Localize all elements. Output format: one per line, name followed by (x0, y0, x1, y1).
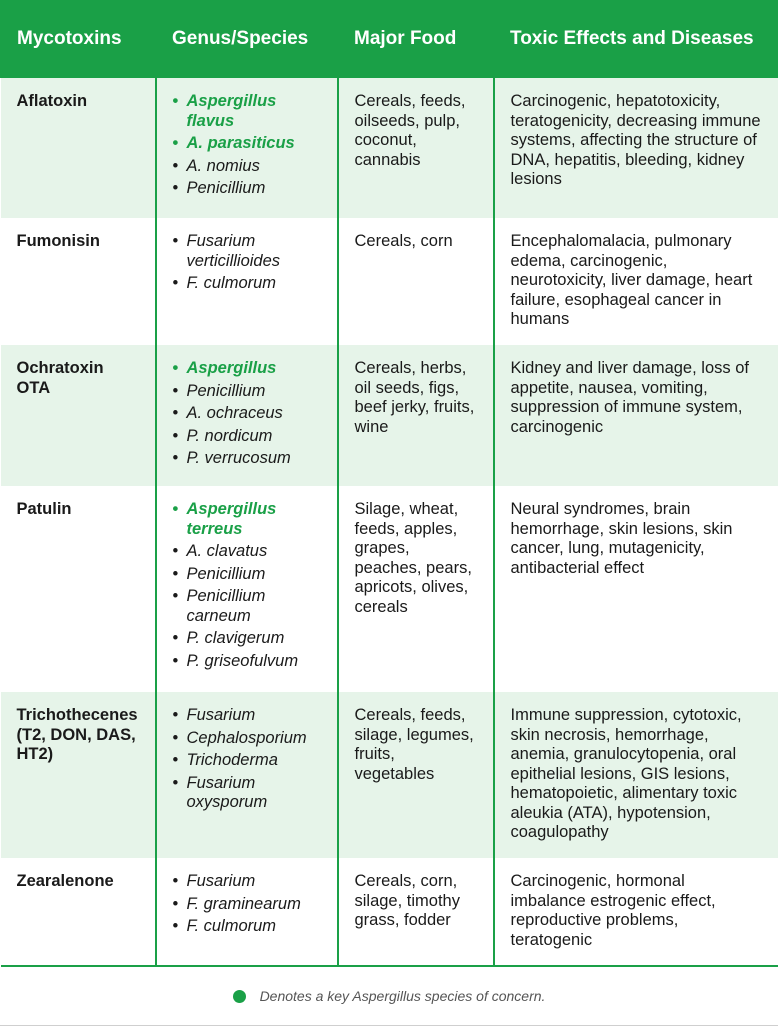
table-row (1, 345, 778, 486)
species-item: • Penicillium carneum (173, 587, 321, 626)
mycotoxin-cell: Ochratoxin OTA (1, 345, 156, 486)
toxic-effects-cell: Carcinogenic, hepatotoxicity, teratogenicity, decreasing immune systems, affecting the structure of DNA, hepatitis, bleeding, kidney lesions (494, 78, 778, 218)
header-mycotoxins: Mycotoxins (1, 0, 156, 78)
mycotoxin-cell: Aflatoxin (1, 78, 156, 218)
species-item: • F. graminearum (173, 895, 321, 915)
table-row (1, 486, 778, 692)
key-dot-icon (233, 990, 246, 1003)
header-genus-species: Genus/Species (156, 0, 338, 78)
table-row (1, 858, 778, 966)
key-species-item: • Aspergillus (173, 359, 321, 379)
major-food-cell: Cereals, feeds, silage, legumes, fruits, vegetables (338, 692, 494, 858)
footnote-text: Denotes a key Aspergillus species of concern. (260, 988, 546, 1004)
species-list (173, 92, 321, 199)
mycotoxin-cell: Trichothecenes (T2, DON, DAS, HT2) (1, 692, 156, 858)
header-major-food: Major Food (338, 0, 494, 78)
species-item: • Trichoderma (173, 751, 321, 771)
species-list (173, 359, 321, 469)
species-item: • Fusarium (173, 706, 321, 726)
species-item: • F. culmorum (173, 274, 321, 294)
toxic-effects-cell: Encephalomalacia, pulmonary edema, carcinogenic, neurotoxicity, liver damage, heart failure, esophageal cancer in humans (494, 218, 778, 345)
species-item: • Penicillium (173, 565, 321, 585)
species-item: • P. griseofulvum (173, 652, 321, 672)
key-species-item: • Aspergillus flavus (173, 92, 321, 131)
species-cell (156, 78, 338, 218)
table-row (1, 218, 778, 345)
table-header-row (1, 0, 778, 78)
major-food-cell: Cereals, corn (338, 218, 494, 345)
major-food-cell: Silage, wheat, feeds, apples, grapes, peaches, pears, apricots, olives, cereals (338, 486, 494, 692)
mycotoxin-cell: Fumonisin (1, 218, 156, 345)
footnote (0, 967, 778, 1026)
species-cell (156, 218, 338, 345)
major-food-cell: Cereals, herbs, oil seeds, figs, beef jerky, fruits, wine (338, 345, 494, 486)
species-item: • Penicillium (173, 382, 321, 402)
table-row (1, 78, 778, 218)
species-cell (156, 692, 338, 858)
major-food-cell: Cereals, feeds, oilseeds, pulp, coconut, cannabis (338, 78, 494, 218)
species-item: • F. culmorum (173, 917, 321, 937)
species-item: • A. nomius (173, 157, 321, 177)
table-body (1, 78, 778, 966)
species-list (173, 872, 321, 937)
species-cell (156, 345, 338, 486)
toxic-effects-cell: Kidney and liver damage, loss of appetite, nausea, vomiting, suppression of immune system, carcinogenic (494, 345, 778, 486)
species-item: • Penicillium (173, 179, 321, 199)
mycotoxin-cell: Zearalenone (1, 858, 156, 966)
species-item: • Fusarium verticillioides (173, 232, 321, 271)
species-item: • Cephalosporium (173, 729, 321, 749)
species-list (173, 500, 321, 671)
species-list (173, 232, 321, 294)
species-item: • A. clavatus (173, 542, 321, 562)
species-list (173, 706, 321, 813)
species-item: • Fusarium (173, 872, 321, 892)
species-item: • P. clavigerum (173, 629, 321, 649)
key-species-item: • Aspergillus terreus (173, 500, 321, 539)
table-row (1, 692, 778, 858)
species-item: • P. verrucosum (173, 449, 321, 469)
species-cell (156, 486, 338, 692)
species-item: • Fusarium oxysporum (173, 774, 321, 813)
major-food-cell: Cereals, corn, silage, timothy grass, fodder (338, 858, 494, 966)
toxic-effects-cell: Immune suppression, cytotoxic, skin necrosis, hemorrhage, anemia, granulocytopenia, oral epithelial lesions, GIS lesions, hematopoietic, alimentary toxic aleukia (ATA), hypotension, coagulopathy (494, 692, 778, 858)
key-species-item: • A. parasiticus (173, 134, 321, 154)
header-toxic-effects: Toxic Effects and Diseases (494, 0, 778, 78)
species-item: • P. nordicum (173, 427, 321, 447)
mycotoxin-cell: Patulin (1, 486, 156, 692)
toxic-effects-cell: Carcinogenic, hormonal imbalance estrogenic effect, reproductive problems, teratogenic (494, 858, 778, 966)
species-item: • A. ochraceus (173, 404, 321, 424)
toxic-effects-cell: Neural syndromes, brain hemorrhage, skin lesions, skin cancer, lung, mutagenicity, antibacterial effect (494, 486, 778, 692)
species-cell (156, 858, 338, 966)
